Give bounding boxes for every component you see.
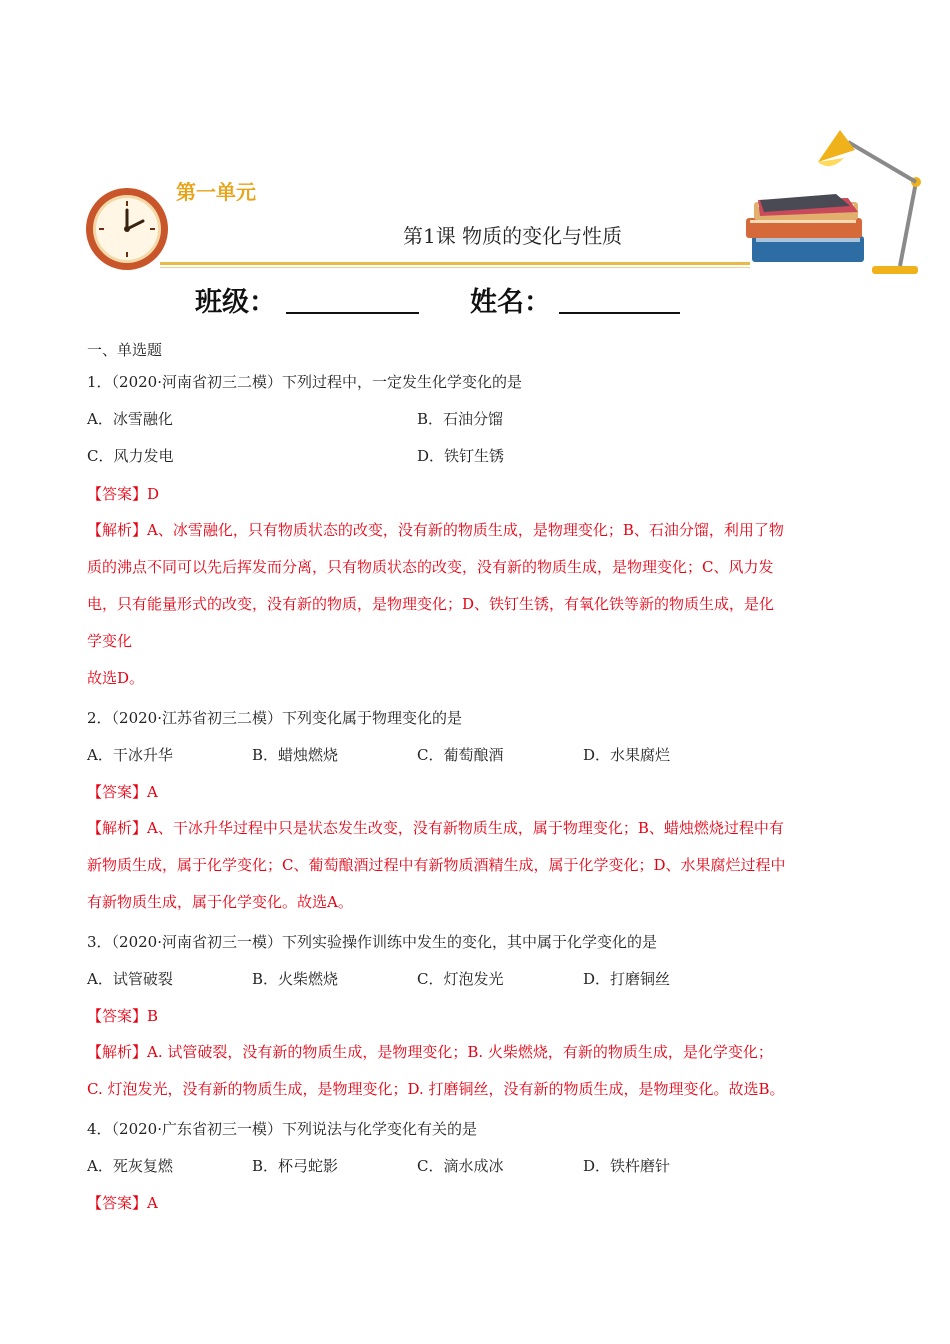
analysis-line: 质的沸点不同可以先后挥发而分离，只有物质状态的改变，没有新的物质生成，是物理变化；C、风力发 <box>87 558 774 576</box>
analysis-line: C. 灯泡发光，没有新的物质生成，是物理变化；D. 打磨铜丝，没有新的物质生成，是物理变化。故选B。 <box>87 1080 785 1098</box>
analysis-line: 学变化 <box>87 632 133 650</box>
analysis-line: 故选D。 <box>87 669 145 687</box>
question-2-option-c: C．葡萄酿酒 <box>417 746 504 764</box>
question-1-answer: 【答案】D <box>87 485 160 503</box>
question-4-option-b: B．杯弓蛇影 <box>252 1157 339 1175</box>
question-1-option-c: C．风力发电 <box>87 447 174 465</box>
name-blank[interactable] <box>559 312 680 314</box>
question-2-analysis <box>87 810 867 921</box>
analysis-line: 【解析】A、冰雪融化，只有物质状态的改变，没有新的物质生成，是物理变化；B、石油分馏，利用了物 <box>87 521 784 539</box>
header-divider <box>160 262 750 265</box>
question-4-option-c: C．滴水成冰 <box>417 1157 504 1175</box>
question-3-option-a: A．试管破裂 <box>87 970 173 988</box>
name-label: 姓名： <box>470 287 551 318</box>
class-label: 班级： <box>195 287 276 318</box>
question-4-answer: 【答案】A <box>87 1194 158 1212</box>
analysis-line: 电，只有能量形式的改变，没有新的物质，是物理变化；D、铁钉生锈，有氧化铁等新的物质生成，是化 <box>87 595 775 613</box>
question-3-analysis <box>87 1034 867 1108</box>
lamp-and-books-icon <box>740 120 930 280</box>
question-4-stem: 4．（2020·广东省初三一模）下列说法与化学变化有关的是 <box>87 1120 477 1138</box>
question-2-answer: 【答案】A <box>87 783 158 801</box>
question-3-option-d: D．打磨铜丝 <box>583 970 671 988</box>
question-2-option-d: D．水果腐烂 <box>583 746 671 764</box>
question-3-option-c: C．灯泡发光 <box>417 970 504 988</box>
question-3-option-b: B．火柴燃烧 <box>252 970 339 988</box>
class-blank[interactable] <box>286 312 419 314</box>
analysis-line: 新物质生成，属于化学变化；C、葡萄酿酒过程中有新物质酒精生成，属于化学变化；D、水果腐烂过程中 <box>87 856 786 874</box>
analysis-line: 有新物质生成，属于化学变化。故选A。 <box>87 893 353 911</box>
analysis-line: 【解析】A. 试管破裂，没有新的物质生成，是物理变化；B. 火柴燃烧，有新的物质生成，是化学变化； <box>87 1043 773 1061</box>
analysis-line: 【解析】A、干冰升华过程中只是状态发生改变，没有新物质生成，属于物理变化；B、蜡烛燃烧过程中有 <box>87 819 784 837</box>
question-1-analysis <box>87 512 867 697</box>
unit-title: 第一单元 <box>176 180 256 204</box>
question-1-option-a: A．冰雪融化 <box>87 410 173 428</box>
question-4-option-d: D．铁杵磨针 <box>583 1157 671 1175</box>
question-2-option-a: A．干冰升华 <box>87 746 173 764</box>
question-4-option-a: A．死灰复燃 <box>87 1157 173 1175</box>
question-1-option-d: D．铁钉生锈 <box>417 447 505 465</box>
question-2-stem: 2．（2020·江苏省初三二模）下列变化属于物理变化的是 <box>87 709 462 727</box>
header-divider-secondary <box>160 267 750 268</box>
question-3-answer: 【答案】B <box>87 1007 159 1025</box>
section-heading: 一、单选题 <box>87 341 163 359</box>
lesson-title: 第1课 物质的变化与性质 <box>403 224 623 248</box>
question-2-option-b: B．蜡烛燃烧 <box>252 746 339 764</box>
question-3-stem: 3．（2020·河南省初三一模）下列实验操作训练中发生的变化，其中属于化学变化的是 <box>87 933 657 951</box>
question-1-option-b: B．石油分馏 <box>417 410 504 428</box>
question-1-stem: 1．（2020·河南省初三二模）下列过程中，一定发生化学变化的是 <box>87 373 522 391</box>
clock-icon <box>84 186 170 272</box>
